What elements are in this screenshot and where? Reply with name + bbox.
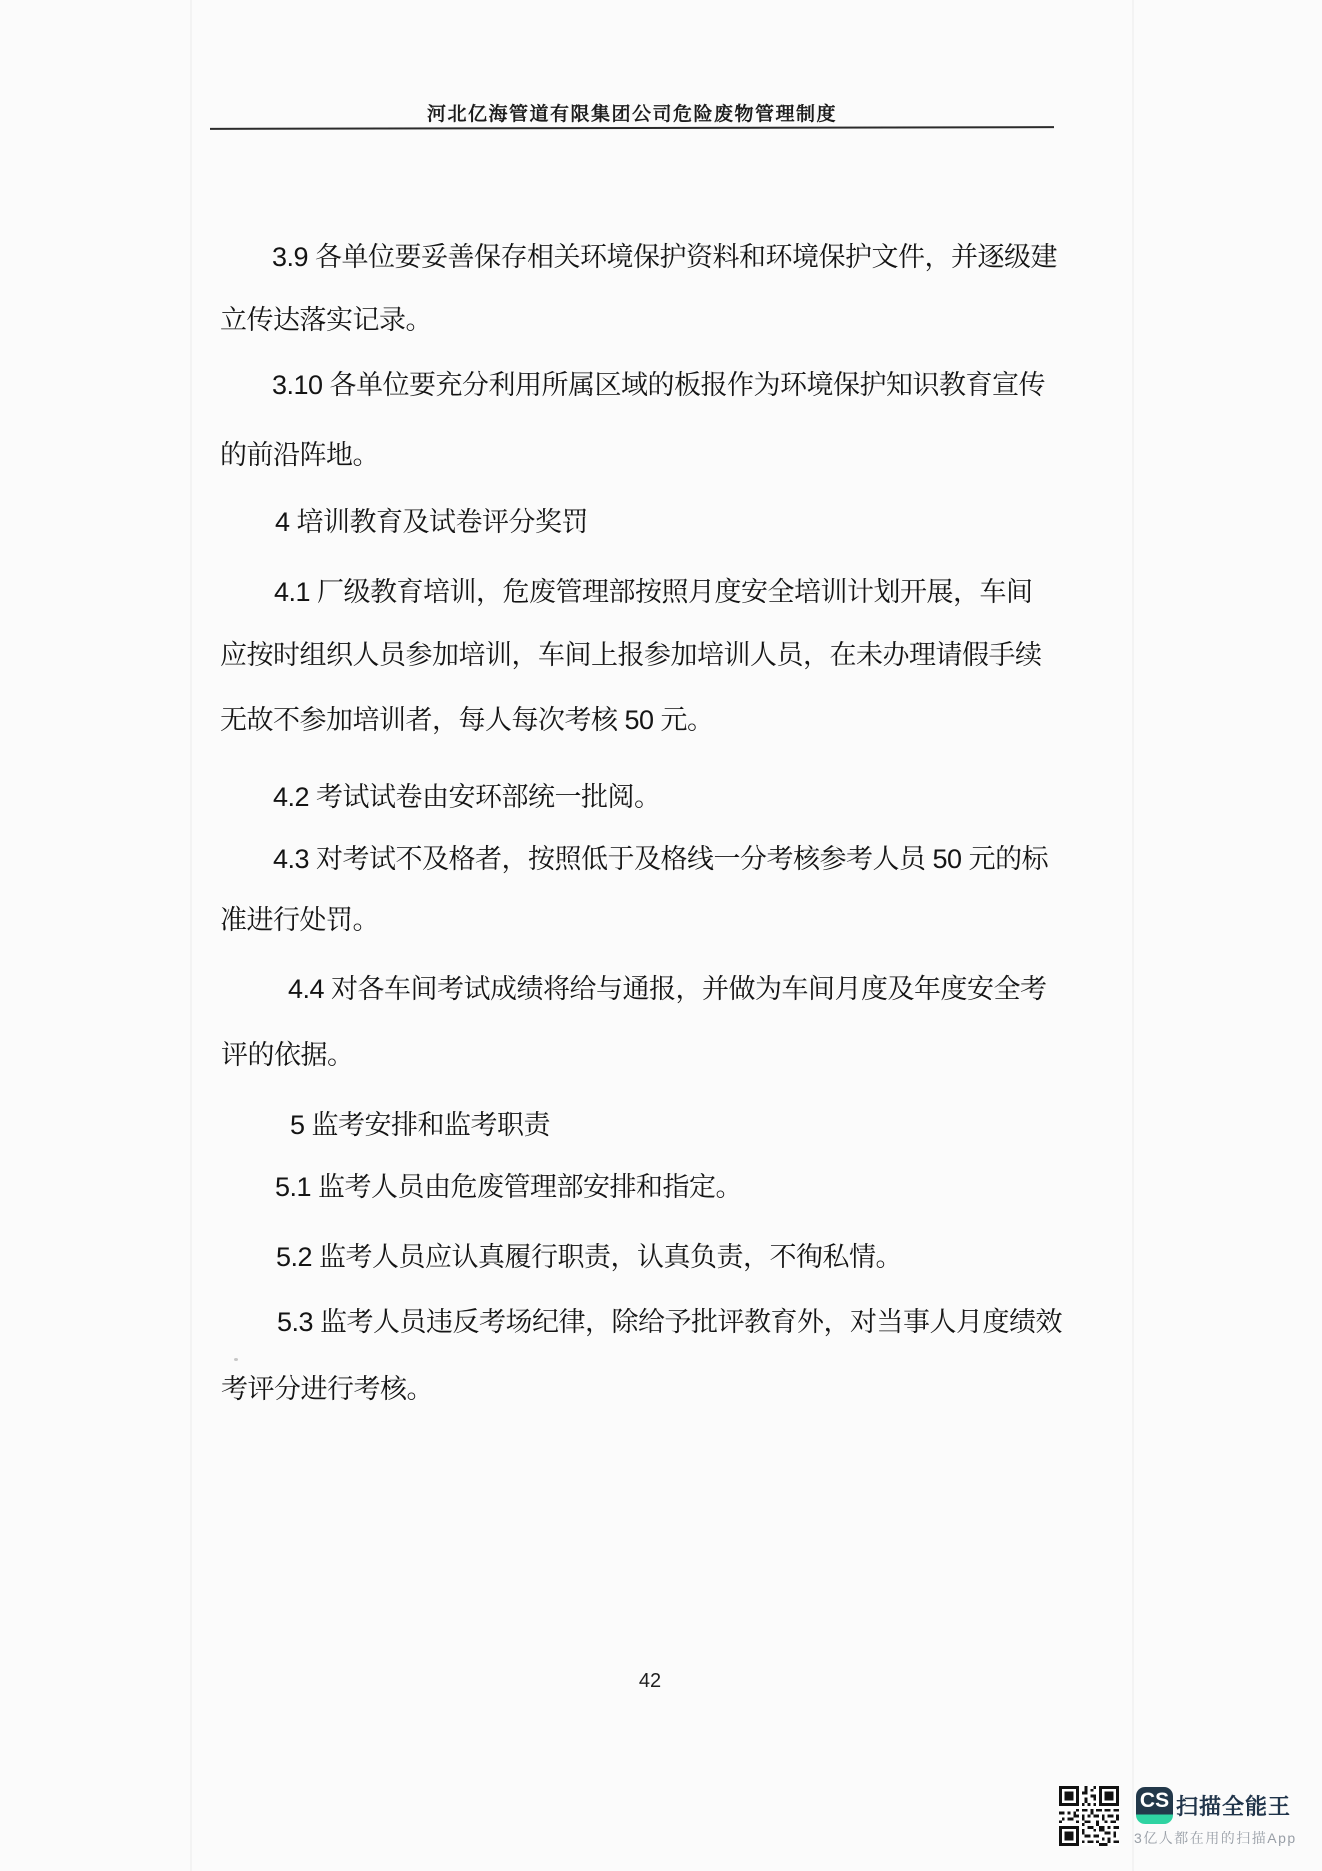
document-line: 准进行处罚。 — [220, 905, 379, 935]
camscanner-watermark — [1055, 1778, 1305, 1854]
document-line: 3.9 各单位要妥善保存相关环境保护资料和环境保护文件，并逐级建 — [272, 242, 1058, 272]
document-line: 5.1 监考人员由危废管理部安排和指定。 — [275, 1172, 743, 1202]
document-line: 4.4 对各车间考试成绩将给与通报，并做为车间月度及年度安全考 — [288, 974, 1047, 1004]
document-line: 4.3 对考试不及格者，按照低于及格线一分考核参考人员 50 元的标 — [273, 844, 1049, 874]
document-line: 5.3 监考人员违反考场纪律，除给予批评教育外，对当事人月度绩效 — [277, 1307, 1063, 1337]
qr-code-icon — [1059, 1783, 1119, 1849]
scan-edge-shadow — [1132, 0, 1134, 1871]
document-line: 3.10 各单位要充分利用所属区域的板报作为环境保护知识教育宣传 — [272, 370, 1046, 400]
scan-edge-shadow — [190, 0, 192, 1871]
document-line: 4 培训教育及试卷评分奖罚 — [275, 507, 589, 537]
document-line: 5 监考安排和监考职责 — [290, 1110, 551, 1140]
document-line: 4.2 考试试卷由安环部统一批阅。 — [273, 782, 661, 812]
document-line: 评的依据。 — [221, 1040, 354, 1070]
scan-artifact-dot — [234, 1358, 238, 1361]
camscanner-app-name: 扫描全能王 — [1176, 1794, 1292, 1819]
page-number: 42 — [638, 1670, 662, 1692]
document-line: 应按时组织人员参加培训，车间上报参加培训人员，在未办理请假手续 — [220, 640, 1042, 670]
camscanner-tagline: 3亿人都在用的扫描App — [1134, 1830, 1297, 1846]
document-line: 无故不参加培训者，每人每次考核 50 元。 — [220, 705, 714, 735]
document-line: 立传达落实记录。 — [220, 305, 432, 335]
document-line: 的前沿阵地。 — [220, 440, 379, 470]
document-line: 5.2 监考人员应认真履行职责，认真负责，不徇私情。 — [276, 1242, 903, 1272]
document-line: 考评分进行考核。 — [221, 1374, 433, 1404]
document-line: 4.1 厂级教育培训，危废管理部按照月度安全培训计划开展，车间 — [274, 577, 1033, 607]
page-header-title: 河北亿海管道有限集团公司危险废物管理制度 — [426, 104, 837, 125]
camscanner-logo-icon: CS — [1136, 1787, 1173, 1824]
header-rule — [210, 126, 1054, 130]
